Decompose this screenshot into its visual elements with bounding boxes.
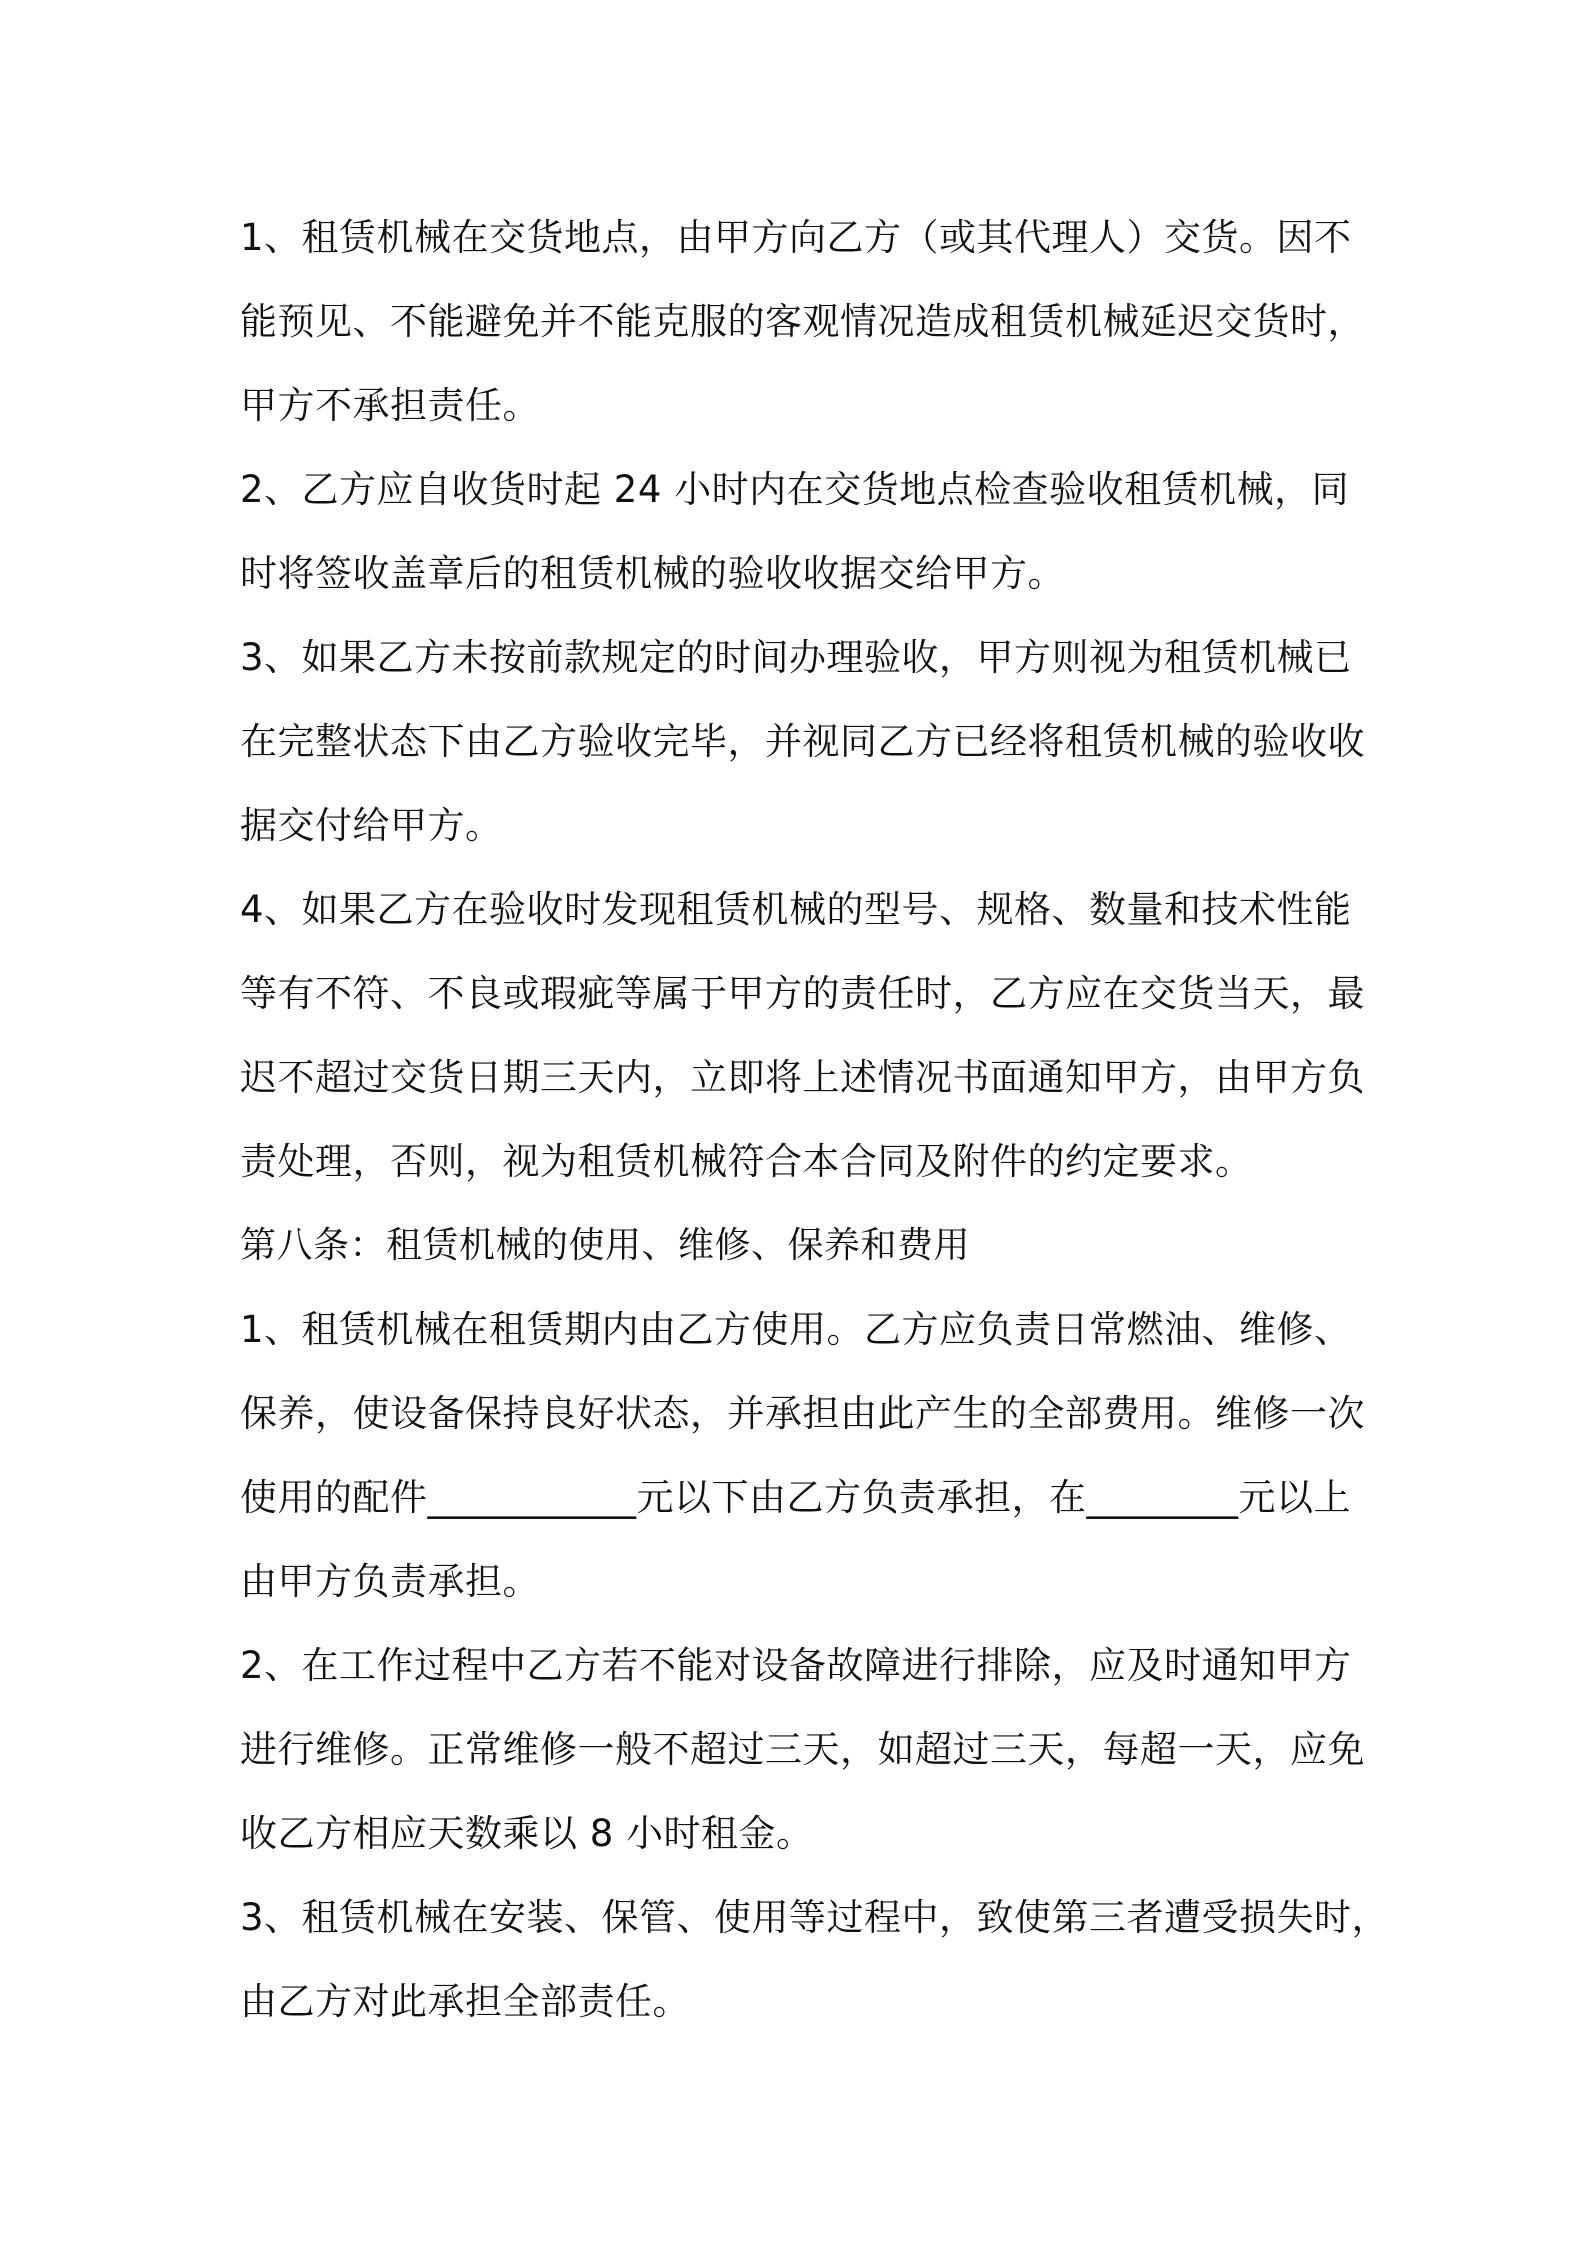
text-line: 2、乙方应自收货时起 24 小时内在交货地点检查验收租赁机械，同 xyxy=(240,468,1350,511)
text-line: 时将签收盖章后的租赁机械的验收收据交给甲方。 xyxy=(240,552,1065,595)
text-line: 进行维修。正常维修一般不超过三天，如超过三天，每超一天，应免 xyxy=(240,1728,1365,1771)
text-line: 据交付给甲方。 xyxy=(240,804,503,847)
clause-acceptance-deemed xyxy=(240,616,1365,868)
clause-usage-maintenance xyxy=(240,1288,1365,1624)
document-body xyxy=(240,196,1390,2044)
text-line: 能预见、不能避免并不能克服的客观情况造成租赁机械延迟交货时， xyxy=(240,300,1365,343)
text-line: 责处理，否则，视为租赁机械符合本合同及附件的约定要求。 xyxy=(240,1140,1253,1183)
text-line: 使用的配件___________元以下由乙方负责承担，在________元以上 xyxy=(240,1476,1351,1519)
clause-repairs xyxy=(240,1624,1365,1876)
text-line: 等有不符、不良或瑕疵等属于甲方的责任时，乙方应在交货当天，最 xyxy=(240,972,1365,1015)
text-line: 3、如果乙方未按前款规定的时间办理验收，甲方则视为租赁机械已 xyxy=(240,636,1352,679)
text-line: 3、租赁机械在安装、保管、使用等过程中，致使第三者遭受损失时， xyxy=(240,1896,1390,1939)
text-line: 1、租赁机械在交货地点，由甲方向乙方（或其代理人）交货。因不 xyxy=(240,216,1352,259)
clause-third-party-liability xyxy=(240,1876,1390,2044)
text-line: 甲方不承担责任。 xyxy=(240,384,540,427)
text-line: 1、租赁机械在租赁期内由乙方使用。乙方应负责日常燃油、维修、 xyxy=(240,1308,1352,1351)
text-line: 迟不超过交货日期三天内，立即将上述情况书面通知甲方，由甲方负 xyxy=(240,1056,1365,1099)
text-line: 在完整状态下由乙方验收完毕，并视同乙方已经将租赁机械的验收收 xyxy=(240,720,1365,763)
text-line: 由乙方对此承担全部责任。 xyxy=(240,1980,690,2023)
clause-defects xyxy=(240,868,1365,1204)
text-line: 4、如果乙方在验收时发现租赁机械的型号、规格、数量和技术性能 xyxy=(240,888,1352,931)
text-line: 由甲方负责承担。 xyxy=(240,1560,540,1603)
clause-delivery xyxy=(240,196,1365,448)
text-line: 收乙方相应天数乘以 8 小时租金。 xyxy=(240,1812,814,1855)
text-line: 保养，使设备保持良好状态，并承担由此产生的全部费用。维修一次 xyxy=(240,1392,1365,1435)
article-heading: 第八条：租赁机械的使用、维修、保养和费用 xyxy=(240,1225,971,1266)
text-line: 2、在工作过程中乙方若不能对设备故障进行排除，应及时通知甲方 xyxy=(240,1644,1352,1687)
clause-acceptance xyxy=(240,448,1354,616)
